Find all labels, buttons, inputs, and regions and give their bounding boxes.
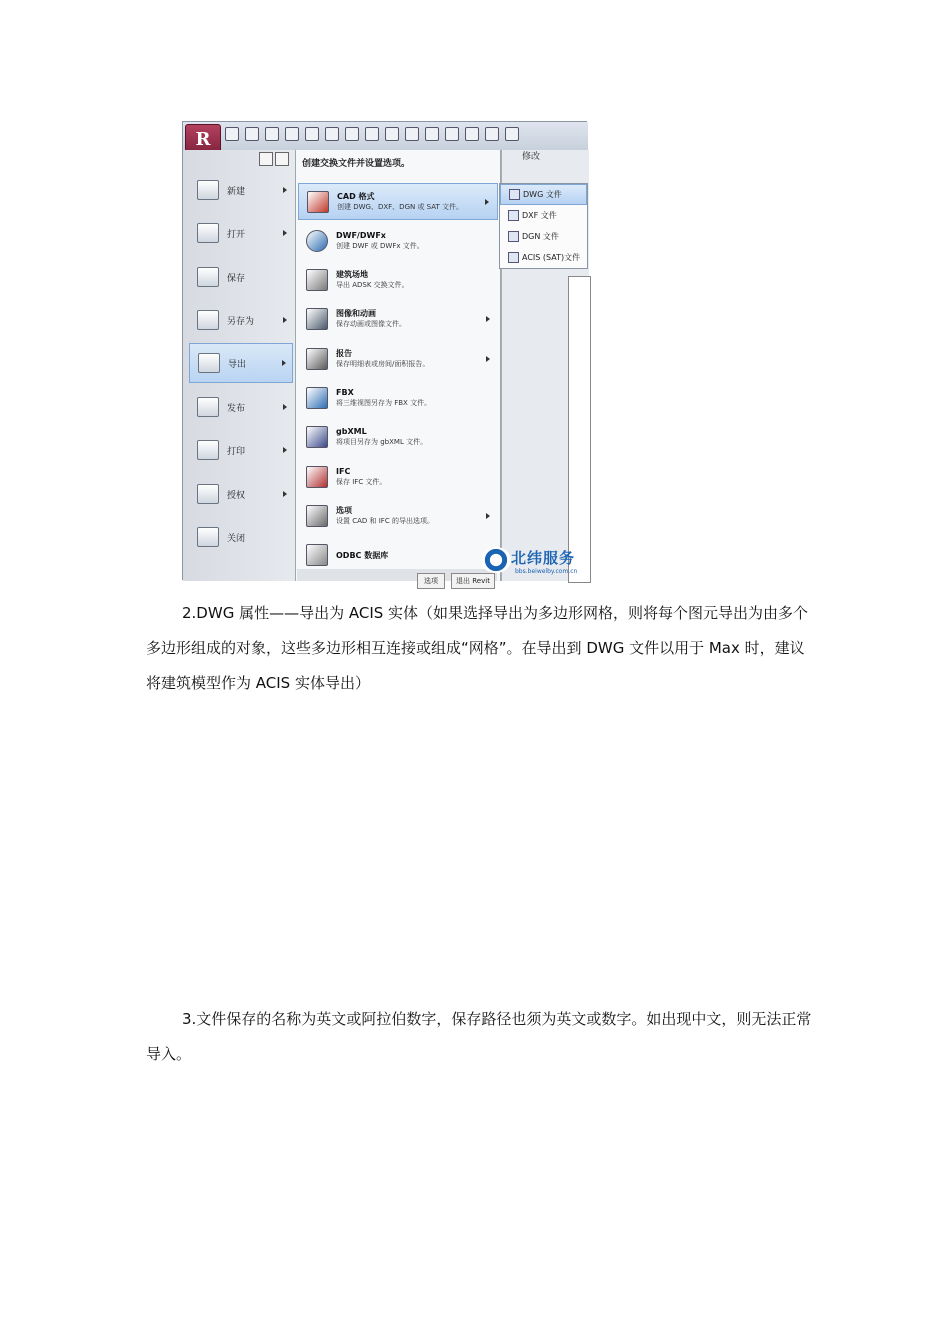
options-button[interactable]: 选项 <box>417 573 445 589</box>
menu-item-3[interactable] <box>189 300 293 340</box>
menu-item-7[interactable] <box>189 474 293 514</box>
switch-windows-icon[interactable] <box>485 127 499 141</box>
cad-flyout-label: ACIS (SAT)文件 <box>522 253 581 262</box>
watermark-text: 北纬服务 <box>511 549 576 567</box>
cad-format-flyout <box>499 183 588 269</box>
gbxml-icon <box>306 426 328 448</box>
cad-flyout-label: DGN 文件 <box>522 232 559 241</box>
cad-flyout-item-0[interactable] <box>500 184 587 205</box>
export-item-title: FBX <box>336 388 354 397</box>
export-item-description: 创建 DWF 或 DWFx 文件。 <box>336 241 424 250</box>
export-item-title: 图像和动画 <box>336 309 376 319</box>
site-icon <box>306 269 328 291</box>
submenu-arrow-icon <box>486 356 490 362</box>
close-windows-icon[interactable] <box>465 127 479 141</box>
file-type-icon <box>508 231 519 242</box>
image-animation-icon <box>306 308 328 330</box>
tab-modify[interactable]: 修改 <box>522 152 541 162</box>
submenu-arrow-icon <box>486 316 490 322</box>
cad-flyout-label: DXF 文件 <box>522 211 557 220</box>
menu-item-label: 保存 <box>227 273 246 284</box>
open-folder-icon <box>197 223 219 243</box>
database-icon <box>306 544 328 566</box>
submenu-arrow-icon <box>283 404 287 410</box>
export-item-text <box>336 426 498 448</box>
menu-item-label: 打印 <box>227 446 246 457</box>
new-file-icon <box>197 180 219 200</box>
quick-access-toolbar <box>183 122 588 151</box>
application-menu-button[interactable]: R <box>185 124 221 158</box>
export-item-description: 设置 CAD 和 IFC 的导出选项。 <box>336 516 434 525</box>
paragraph-file-naming: 3.文件保存的名称为英文或阿拉伯数字，保存路径也须为英文或数字。如出现中文，则无法正常导入。 <box>146 1010 812 1063</box>
ifc-icon <box>306 466 328 488</box>
menu-item-5[interactable] <box>189 387 293 427</box>
export-item-text <box>336 550 498 561</box>
menu-item-4[interactable] <box>189 343 293 383</box>
export-item-description: 导出 ADSK 交换文件。 <box>336 281 409 290</box>
export-item-description: 将项目另存为 gbXML 文件。 <box>336 438 428 447</box>
menu-item-6[interactable] <box>189 430 293 470</box>
recent-open-toggle <box>259 152 289 166</box>
export-item-0[interactable] <box>298 183 498 220</box>
qat-icons <box>225 127 519 145</box>
fbx-icon <box>306 387 328 409</box>
export-item-title: gbXML <box>336 427 367 437</box>
submenu-arrow-icon <box>283 187 287 193</box>
export-panel-header: 创建交换文件并设置选项。 <box>302 159 411 169</box>
text-icon[interactable] <box>385 127 399 141</box>
export-item-text <box>336 466 498 488</box>
save-disk-icon <box>197 267 219 287</box>
export-item-6[interactable] <box>298 419 498 456</box>
export-item-4[interactable] <box>298 340 498 377</box>
export-item-title: 选项 <box>336 505 352 515</box>
section-icon[interactable] <box>425 127 439 141</box>
cad-flyout-item-3[interactable] <box>500 247 587 268</box>
file-type-icon <box>508 252 519 263</box>
3d-view-icon[interactable] <box>405 127 419 141</box>
export-item-text <box>336 230 498 252</box>
export-item-title: 建筑场地 <box>336 270 368 280</box>
publish-icon <box>197 397 219 417</box>
menu-item-2[interactable] <box>189 257 293 297</box>
export-item-text <box>336 348 486 370</box>
submenu-arrow-icon <box>486 513 490 519</box>
export-item-text <box>336 387 498 409</box>
export-item-text <box>336 505 486 527</box>
submenu-arrow-icon <box>485 199 489 205</box>
cad-format-icon <box>307 191 329 213</box>
export-item-title: CAD 格式 <box>337 191 375 201</box>
undo-icon[interactable] <box>285 127 299 141</box>
watermark-logo-icon <box>481 547 511 573</box>
file-type-icon <box>509 189 520 200</box>
menu-item-label: 另存为 <box>227 316 255 327</box>
export-item-title: ODBC 数据库 <box>336 550 389 560</box>
watermark-url: bbs.beiwelby.com.cn <box>515 568 578 575</box>
export-item-description: 保存动画或图像文件。 <box>336 320 406 329</box>
recent-documents-icon[interactable] <box>259 152 273 166</box>
dwf-globe-icon <box>306 230 328 252</box>
drawing-canvas <box>568 276 591 583</box>
save-icon[interactable] <box>245 127 259 141</box>
save-as-icon <box>197 310 219 330</box>
export-panel <box>295 150 501 581</box>
menu-item-1[interactable] <box>189 213 293 253</box>
export-item-7[interactable] <box>298 458 498 495</box>
submenu-arrow-icon <box>283 230 287 236</box>
export-item-text <box>337 191 485 213</box>
export-item-8[interactable] <box>298 497 498 534</box>
menu-item-label: 新建 <box>227 186 246 197</box>
export-item-1[interactable] <box>298 222 498 259</box>
revit-export-menu-screenshot <box>182 121 587 585</box>
cad-flyout-label: DWG 文件 <box>523 190 562 199</box>
export-item-text <box>336 269 498 291</box>
menu-item-0[interactable] <box>189 170 293 210</box>
export-item-title: 报告 <box>336 348 352 358</box>
exit-revit-button[interactable]: 退出 Revit <box>451 573 495 589</box>
paragraph-dwg-properties: 2.DWG 属性——导出为 ACIS 实体（如果选择导出为多边形网格，则将每个图元导出为由多个多边形组成的对象，这些多边形相互连接或组成“网格”。在导出到 DWG 文件以用于 Max 时，建议将建筑模型作为 ACIS 实体导出） <box>146 604 809 692</box>
submenu-arrow-icon <box>283 317 287 323</box>
tag-icon[interactable] <box>365 127 379 141</box>
menu-item-label: 打开 <box>227 229 246 240</box>
export-item-description: 保存 IFC 文件。 <box>336 477 387 486</box>
menu-item-label: 导出 <box>228 359 247 370</box>
printer-icon <box>197 440 219 460</box>
application-menu-left <box>183 150 295 581</box>
export-item-3[interactable] <box>298 301 498 338</box>
export-item-5[interactable] <box>298 380 498 417</box>
menu-item-label: 关闭 <box>227 533 246 544</box>
export-item-description: 将三维视图另存为 FBX 文件。 <box>336 399 432 407</box>
menu-item-8[interactable] <box>189 517 293 557</box>
export-item-2[interactable] <box>298 262 498 299</box>
redo-icon[interactable] <box>305 127 319 141</box>
open-icon[interactable] <box>225 127 239 141</box>
menu-item-label: 发布 <box>227 403 246 414</box>
close-doc-icon <box>197 527 219 547</box>
key-icon <box>197 484 219 504</box>
export-item-description: 保存明细表或房间/面积报告。 <box>336 359 430 368</box>
thin-lines-icon[interactable] <box>445 127 459 141</box>
export-icon <box>198 353 220 373</box>
export-item-description: 创建 DWG、DXF、DGN 或 SAT 文件。 <box>337 202 463 211</box>
report-icon <box>306 348 328 370</box>
sync-icon[interactable] <box>265 127 279 141</box>
cad-flyout-item-1[interactable] <box>500 205 587 226</box>
export-item-text <box>336 308 486 330</box>
dimension-icon[interactable] <box>345 127 359 141</box>
submenu-arrow-icon <box>282 360 286 366</box>
cad-flyout-item-2[interactable] <box>500 226 587 247</box>
export-item-title: DWF/DWFx <box>336 230 386 240</box>
submenu-arrow-icon <box>283 447 287 453</box>
menu-item-label: 授权 <box>227 490 246 501</box>
customize-dropdown-icon[interactable] <box>505 127 519 141</box>
measure-icon[interactable] <box>325 127 339 141</box>
watermark <box>481 547 588 581</box>
wrench-icon <box>306 505 328 527</box>
export-item-title: IFC <box>336 466 351 476</box>
submenu-arrow-icon <box>283 491 287 497</box>
open-documents-icon[interactable] <box>275 152 289 166</box>
file-type-icon <box>508 210 519 221</box>
